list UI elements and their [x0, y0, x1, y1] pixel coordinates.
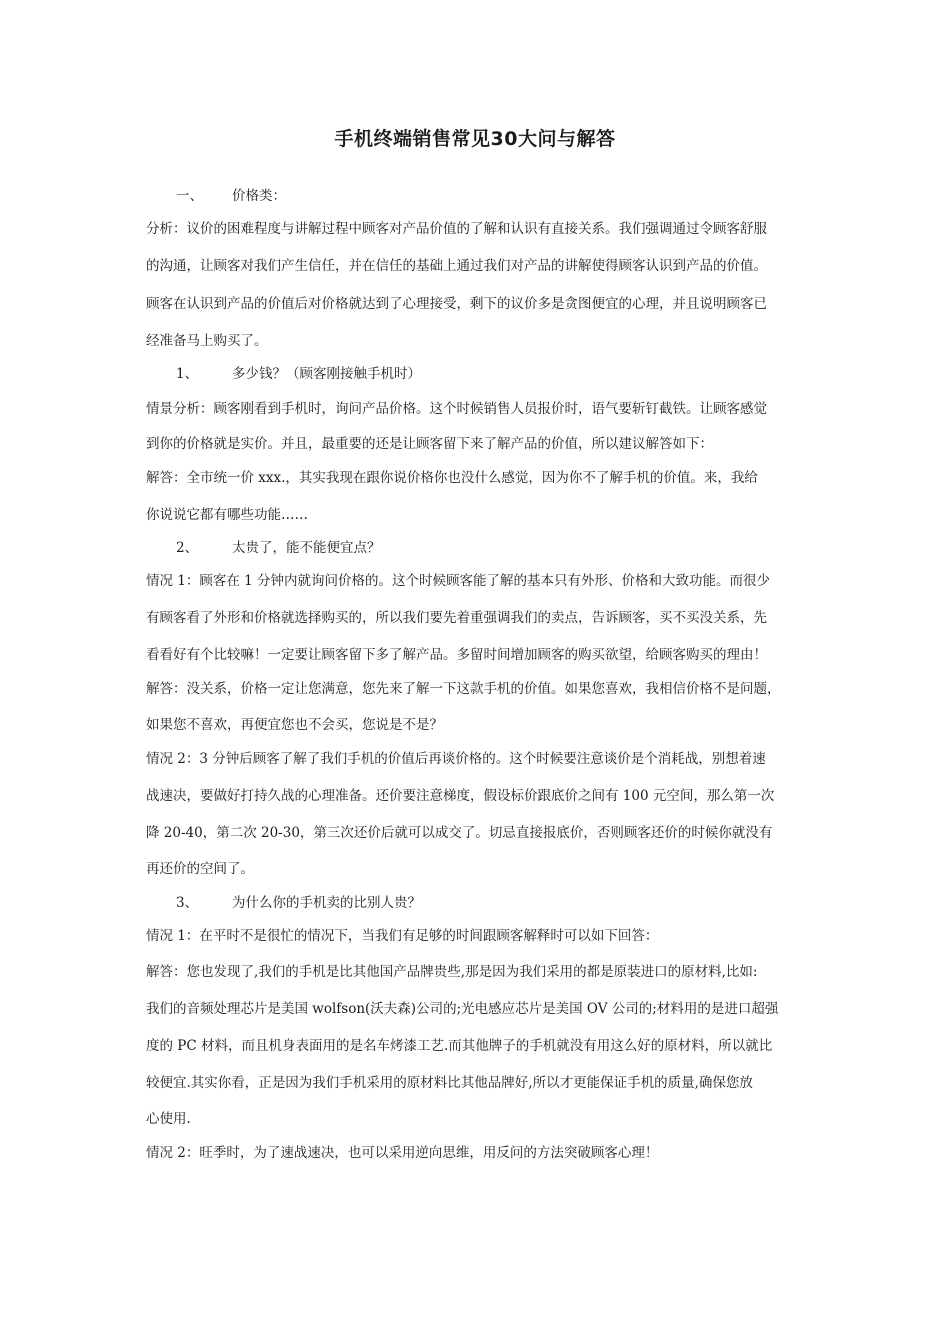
- question-number: 3、: [176, 895, 199, 911]
- paragraph-line: 情况 1：在平时不是很忙的情况下，当我们有足够的时间跟顾客解释时可以如下回答：: [146, 928, 659, 944]
- question-number: 2、: [176, 540, 199, 556]
- paragraph-line: 情景分析：顾客刚看到手机时，询问产品价格。这个时候销售人员报价时，语气要斩钉截铁。让顾客感觉: [146, 401, 767, 417]
- paragraph-line: 战速决，要做好打持久战的心理准备。还价要注意梯度，假设标价跟底价之间有 100 元空间，那么第一次: [146, 788, 775, 804]
- paragraph-line: 解答：您也发现了,我们的手机是比其他国产品牌贵些,那是因为我们采用的都是原装进口的原材料,比如:: [146, 964, 758, 980]
- analysis-line: 分析：议价的困难程度与讲解过程中顾客对产品价值的了解和认识有直接关系。我们强调通过令顾客舒服: [146, 221, 767, 237]
- paragraph-line: 如果您不喜欢，再便宜您也不会买，您说是不是？: [146, 717, 443, 733]
- analysis-line: 顾客在认识到产品的价值后对价格就达到了心理接受，剩下的议价多是贪图便宜的心理，并且说明顾客已: [146, 296, 767, 312]
- analysis-line: 经准备马上购买了。: [146, 333, 268, 349]
- paragraph-line: 再还价的空间了。: [146, 861, 254, 877]
- paragraph-line: 到你的价格就是实价。并且，最重要的还是让顾客留下来了解产品的价值，所以建议解答如下：: [146, 436, 713, 452]
- paragraph-line: 度的 PC 材料，而且机身表面用的是名车烤漆工艺.而其他牌子的手机就没有用这么好的原材料，所以就比: [146, 1038, 773, 1054]
- paragraph-line: 你说说它都有哪些功能……: [146, 507, 308, 523]
- question-label: 太贵了，能不能便宜点？: [232, 540, 381, 556]
- paragraph-line: 有顾客看了外形和价格就选择购买的，所以我们要先着重强调我们的卖点，告诉顾客，买不买没关系，先: [146, 610, 767, 626]
- paragraph-line: 情况 2：旺季时，为了速战速决，也可以采用逆向思维，用反问的方法突破顾客心理！: [146, 1145, 659, 1161]
- section-heading-price: [176, 186, 856, 206]
- section-number: 一、: [176, 188, 203, 204]
- paragraph-line: 降 20-40，第二次 20-30，第三次还价后就可以成交了。切忌直接报底价，否则顾客还价的时候你就没有: [146, 825, 773, 841]
- document-title: 手机终端销售常见30大问与解答: [334, 128, 616, 150]
- paragraph-line: 较便宜.其实你看，正是因为我们手机采用的原材料比其他品牌好,所以才更能保证手机的质量,确保您放: [146, 1075, 753, 1091]
- question-heading-2: [176, 538, 856, 558]
- paragraph-line: 情况 1：顾客在 1 分钟内就询问价格的。这个时候顾客能了解的基本只有外形、价格和大致功能。而很少: [146, 573, 771, 589]
- question-label: 为什么你的手机卖的比别人贵？: [232, 895, 421, 911]
- analysis-line: 的沟通，让顾客对我们产生信任，并在信任的基础上通过我们对产品的讲解使得顾客认识到产品的价值。: [146, 258, 767, 274]
- question-label: 多少钱？（顾客刚接触手机时）: [232, 366, 421, 382]
- paragraph-line: 我们的音频处理芯片是美国 wolfson(沃夫森)公司的;光电感应芯片是美国 OV 公司的;材料用的是进口超强: [146, 1001, 779, 1017]
- paragraph-line: 心使用.: [146, 1111, 191, 1127]
- section-label: 价格类：: [232, 188, 286, 204]
- paragraph-line: 解答：没关系，价格一定让您满意，您先来了解一下这款手机的价值。如果您喜欢，我相信价格不是问题，: [146, 681, 781, 697]
- paragraph-line: 看看好有个比较嘛！一定要让顾客留下多了解产品。多留时间增加顾客的购买欲望，给顾客购买的理由！: [146, 647, 767, 663]
- question-heading-1: [176, 364, 856, 384]
- paragraph-line: 情况 2：3 分钟后顾客了解了我们手机的价值后再谈价格的。这个时候要注意谈价是个消耗战，别想着速: [146, 751, 766, 767]
- question-heading-3: [176, 893, 856, 913]
- question-number: 1、: [176, 366, 199, 382]
- paragraph-line: 解答：全市统一价 xxx.，其实我现在跟你说价格你也没什么感觉，因为你不了解手机的价值。来，我给: [146, 470, 758, 486]
